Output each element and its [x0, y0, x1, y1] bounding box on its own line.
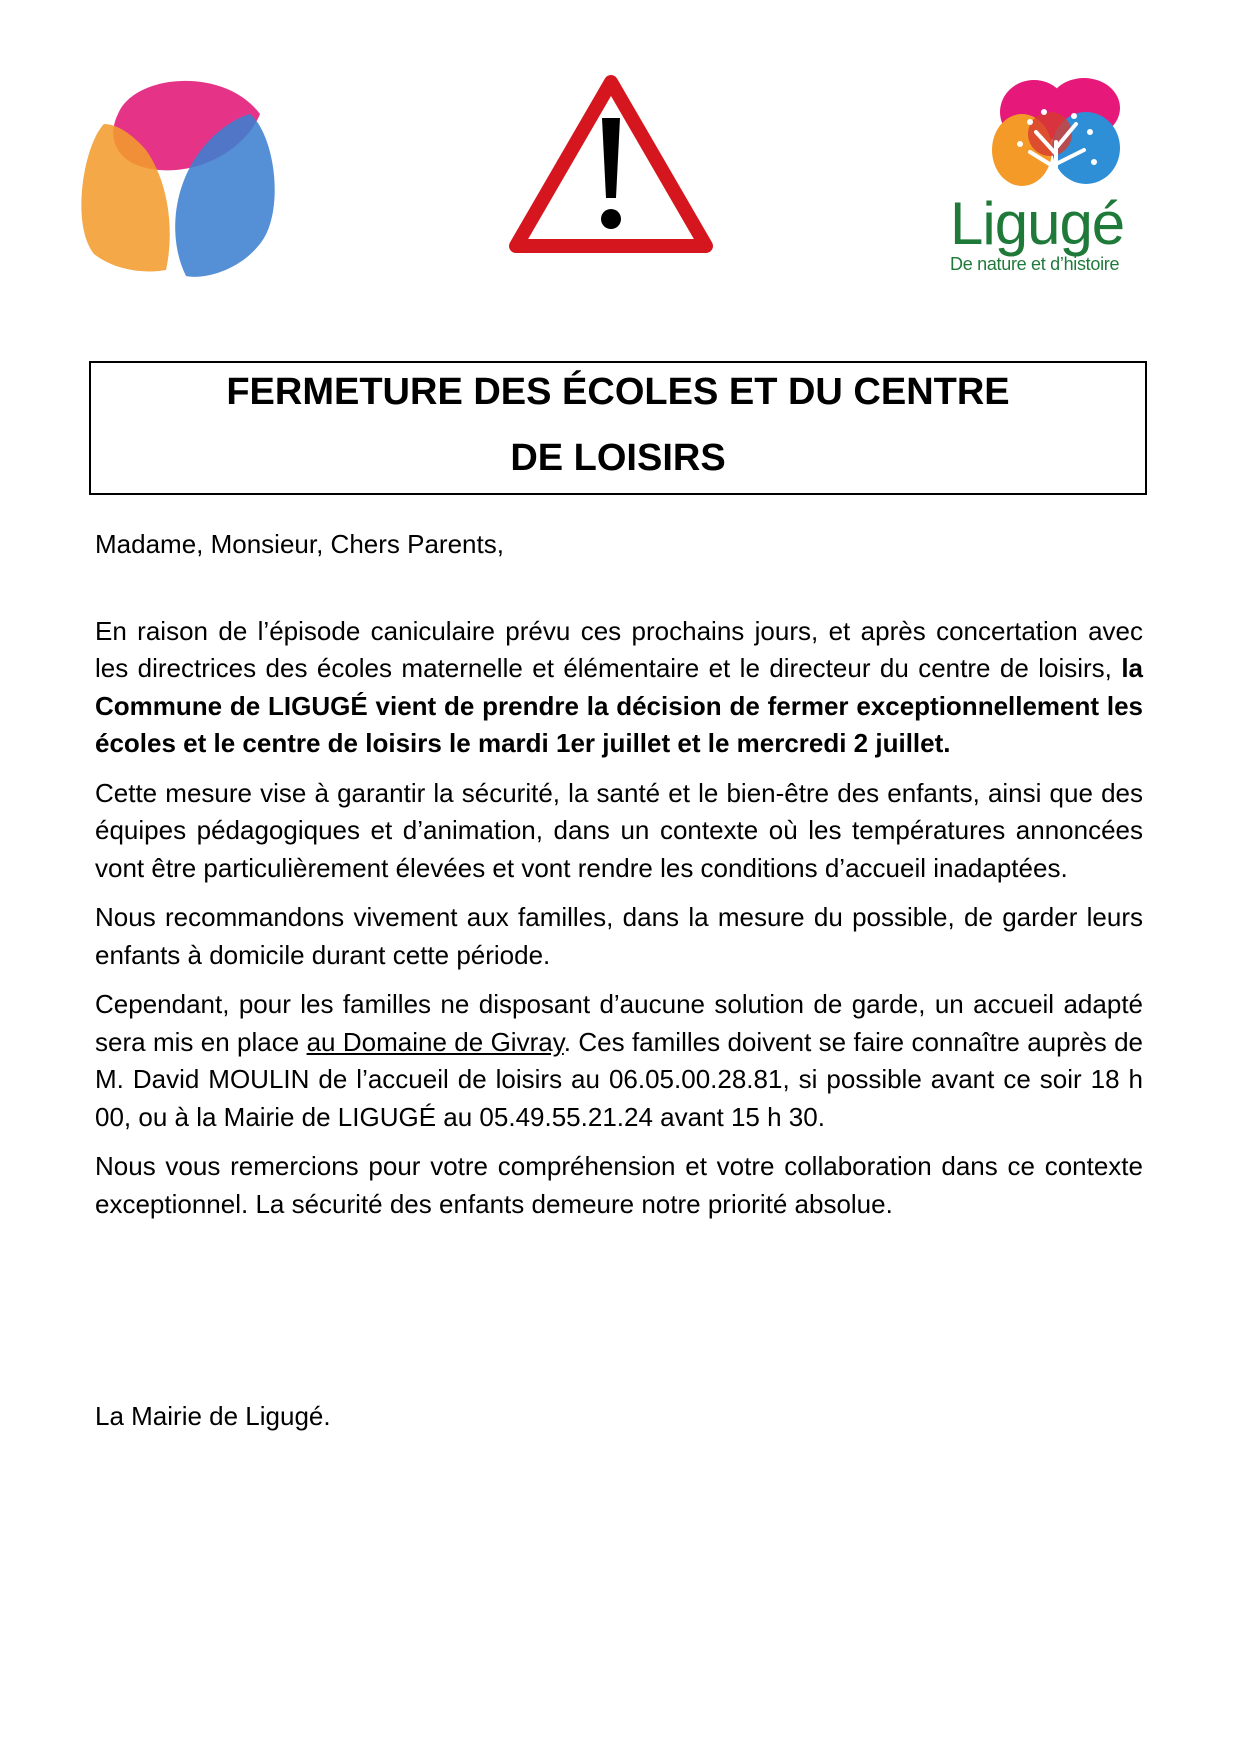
paragraph-4-after: . Ces familles doivent se faire connaître auprès de M. David MOULIN de l’accueil de loisirs au 06.05.00.28.81, si possible avant ce soir 18 h 00, ou à la Mairie de LIGUGÉ au 05.49.55.21.24 avant 15 h 30.	[95, 1026, 1144, 1132]
paragraph-1-text: En raison de l’épisode caniculaire prévu ces prochains jours, et après concertation avec les directrices des écoles maternelle et élémentaire et le directeur du centre de loisirs,	[95, 615, 1143, 683]
title-line-2: DE LOISIRS	[510, 437, 726, 479]
paragraph-1-bold: la Commune de LIGUGÉ vient de prendre la décision de fermer exceptionnellement les écoles et le centre de loisirs le mardi 1er juillet et le mercredi 2 juillet.	[95, 653, 1143, 758]
domaine-de-givray-link: au Domaine de Givray	[306, 1026, 564, 1057]
petals-logo-icon	[74, 74, 278, 278]
paragraph-5: Nous vous remercions pour votre compréhension et votre collaboration dans ce contexte exceptionnel. La sécurité des enfants demeure notre priorité absolue.	[95, 1151, 1143, 1219]
logo-name: Ligugé	[950, 190, 1125, 257]
paragraph-4	[95, 986, 1143, 1136]
signature: La Mairie de Ligugé.	[95, 1401, 331, 1431]
letter-body	[95, 526, 1143, 1235]
title-line-1: FERMETURE DES ÉCOLES ET DU CENTRE	[226, 371, 1010, 413]
paragraph-1	[95, 613, 1143, 763]
ligugé-logo	[950, 72, 1172, 304]
greeting: Madame, Monsieur, Chers Parents,	[95, 529, 504, 559]
title-box	[89, 361, 1147, 495]
paragraph-3: Nous recommandons vivement aux familles, dans la mesure du possible, de garder leurs enfants à domicile durant cette période.	[95, 902, 1143, 970]
warning-triangle-icon	[508, 74, 714, 260]
logo-tagline: De nature et d’histoire	[950, 254, 1120, 274]
tree-logo-icon	[990, 72, 1126, 194]
paragraph-2: Cette mesure vise à garantir la sécurité, la santé et le bien-être des enfants, ainsi que des équipes pédagogiques et d’animation, dans un contexte où les températures annoncées vont être particulièrement élevées et vont rendre les conditions d’accueil inadaptées.	[95, 777, 1143, 883]
paragraph-4-before: Cependant, pour les familles ne disposant d’aucune solution de garde, un accueil adapté sera mis en place	[95, 989, 1143, 1057]
